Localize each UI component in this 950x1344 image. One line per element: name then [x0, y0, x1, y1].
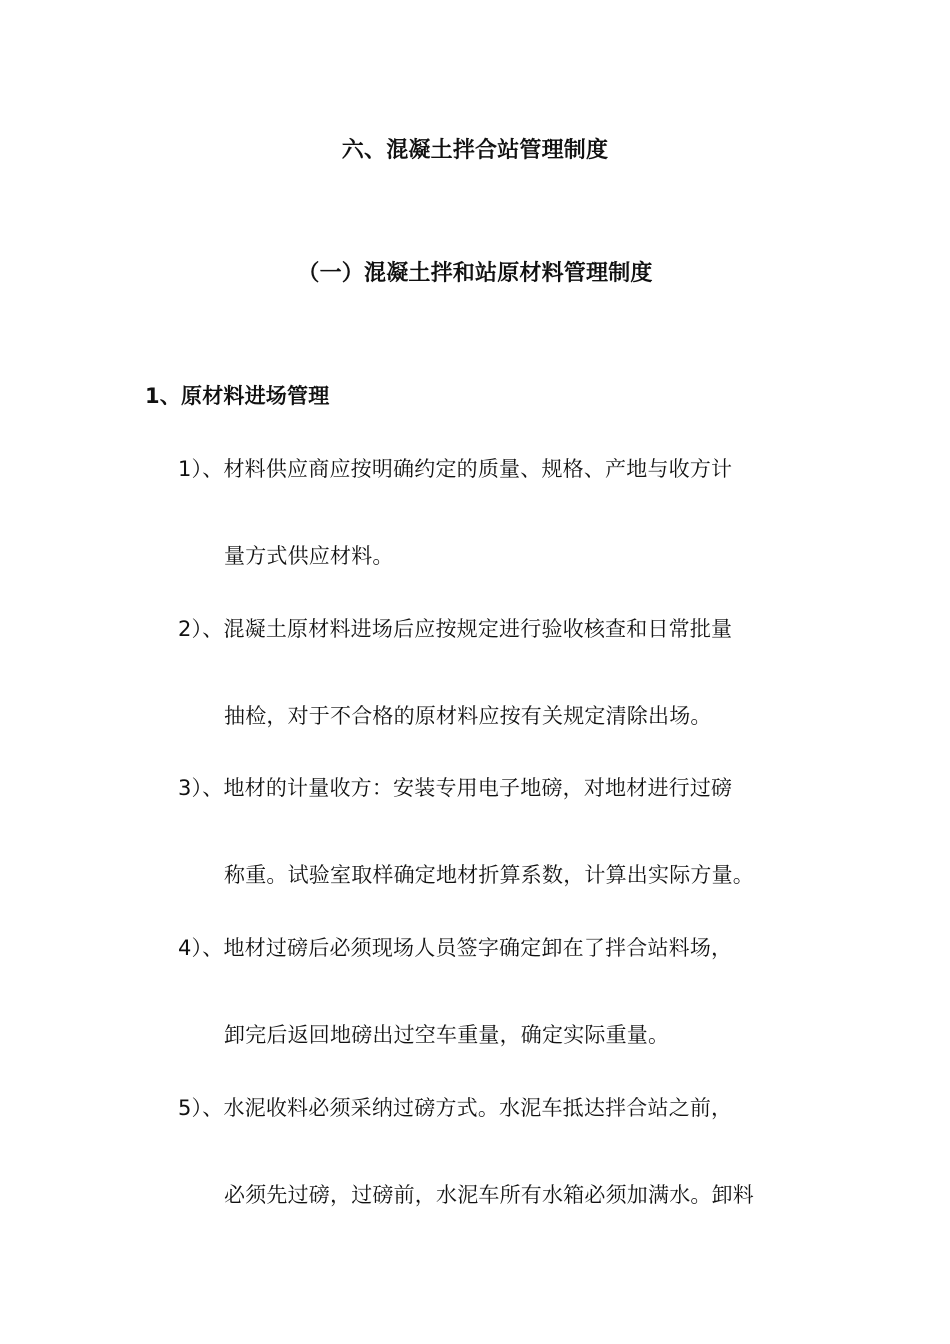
list-item-line: 称重。试验室取样确定地材折算系数，计算出实际方量。 — [224, 863, 754, 887]
list-item-line: 2）、混凝土原材料进场后应按规定进行验收核查和日常批量 — [178, 617, 733, 641]
list-item-line: 必须先过磅，过磅前，水泥车所有水箱必须加满水。卸料 — [224, 1183, 754, 1207]
list-item-line: 5）、水泥收料必须采纳过磅方式。水泥车抵达拌合站之前， — [178, 1096, 733, 1120]
list-item-line: 量方式供应材料。 — [224, 544, 394, 568]
document-subtitle: （一）混凝土拌和站原材料管理制度 — [297, 261, 653, 286]
list-item-line: 抽检，对于不合格的原材料应按有关规定清除出场。 — [224, 704, 712, 728]
section-heading: 1、原材料进场管理 — [145, 384, 330, 408]
list-item-line: 3）、地材的计量收方：安装专用电子地磅，对地材进行过磅 — [178, 776, 733, 800]
list-item-line: 4）、地材过磅后必须现场人员签字确定卸在了拌合站料场， — [178, 936, 733, 960]
list-item-line: 1）、材料供应商应按明确约定的质量、规格、产地与收方计 — [178, 457, 733, 481]
document-title: 六、混凝土拌合站管理制度 — [341, 138, 609, 163]
list-item-line: 卸完后返回地磅出过空车重量，确定实际重量。 — [224, 1023, 670, 1047]
